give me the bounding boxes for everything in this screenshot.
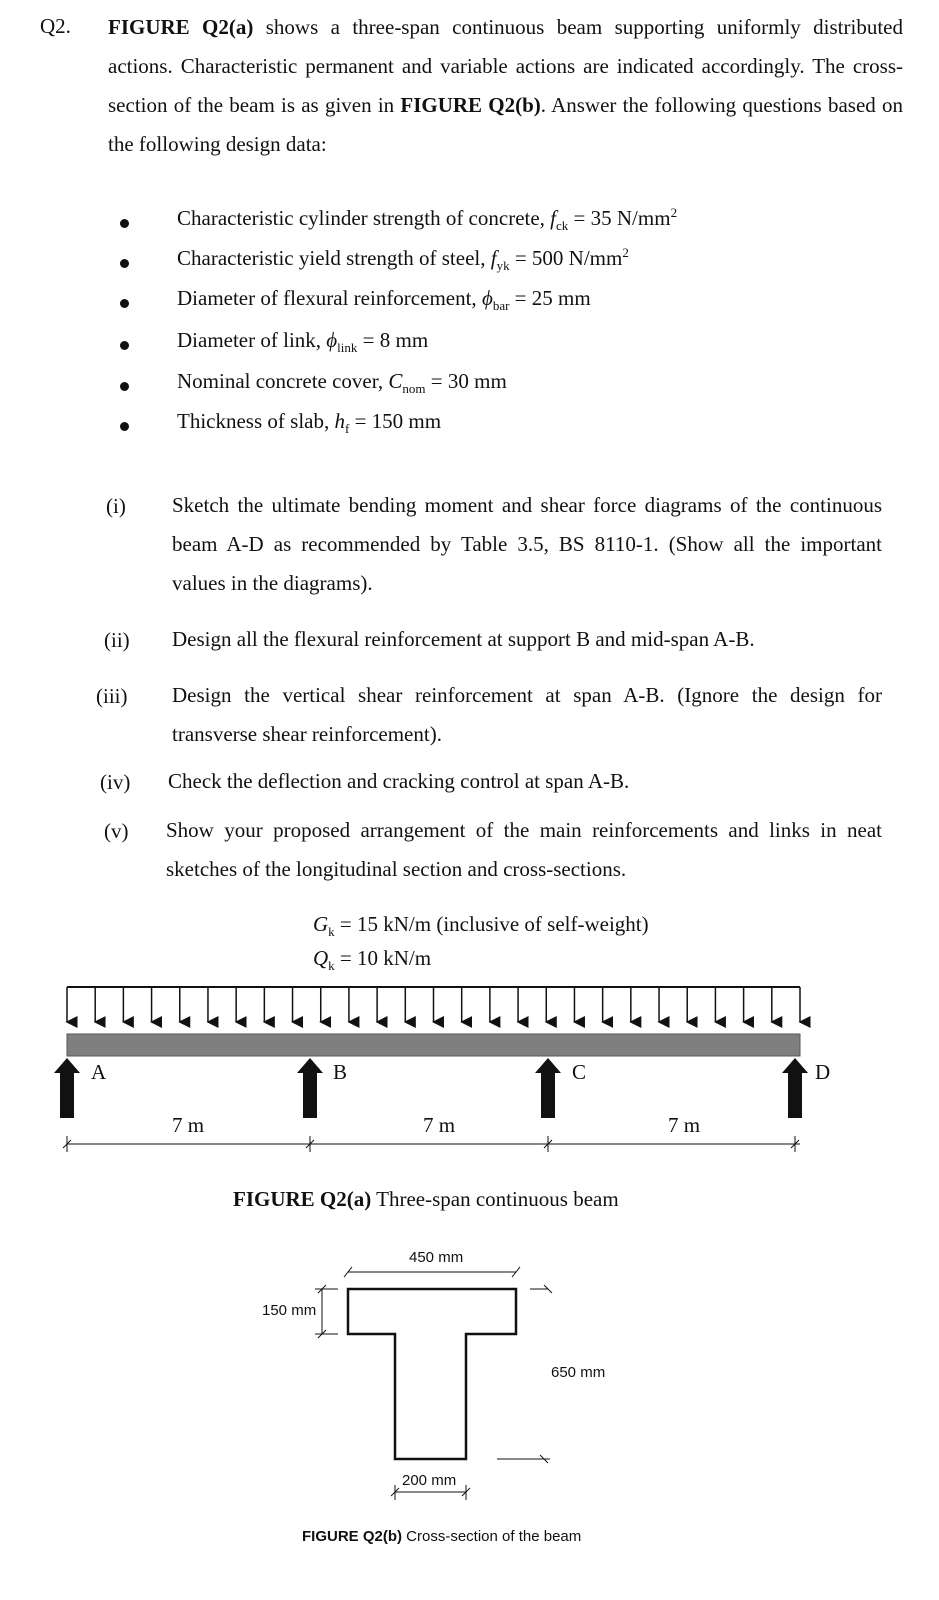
span-dimensions (63, 1136, 800, 1152)
part-text: Show your proposed arrangement of the main reinforcements and links in neat sketches of the longitudinal section and cross-sections. (166, 818, 882, 881)
support-arrow (297, 1058, 323, 1118)
part-text: Sketch the ultimate bending moment and shear force diagrams of the continuous beam A-D as recommended by Table 3.5, BS 8110-1. (Show all the important values in the diagrams). (172, 493, 882, 595)
intro-text-1: shows a three-span continuous beam supporting uniformly distributed actions. Characteristic permanent and variable actions are indicated accordingly. The cross-section of the beam is as given in (108, 15, 903, 117)
support-arrow (782, 1058, 808, 1118)
support-label-b: B (333, 1060, 348, 1084)
figure-ref-a: FIGURE Q2(a) (108, 15, 254, 39)
figure-b-caption: FIGURE Q2(b) Cross-section of the beam (302, 1528, 582, 1545)
distributed-load-arrows (67, 987, 800, 1022)
design-data-item: Nominal concrete cover, $C_{nom} = 30$ mm (177, 369, 507, 397)
permanent-load-label: $G_k = 15$ kN/m (inclusive of self-weight) (313, 912, 649, 940)
design-data-item: Characteristic yield strength of steel, $f_{yk} = 500$ $N/mm^2$ (177, 245, 629, 274)
span-label-cd: 7 m (668, 1113, 701, 1137)
part-label: (iv) (100, 770, 131, 794)
support-arrow (54, 1058, 80, 1118)
span-label-bc: 7 m (423, 1113, 456, 1137)
figure-ref-b: FIGURE Q2(b) (400, 93, 541, 117)
supports (54, 1058, 808, 1118)
support-arrow (535, 1058, 561, 1118)
part-label: (ii) (104, 628, 130, 652)
design-data-item: Diameter of flexural reinforcement, $\phi_{bar} = 25$ mm (177, 286, 591, 314)
variable-load-label: $Q_k = 10$ kN/m (313, 946, 432, 974)
design-data-item: Characteristic cylinder strength of concrete, $f_{ck} = 35$ $N/mm^2$ (177, 205, 678, 234)
span-label-ab: 7 m (172, 1113, 205, 1137)
part-text: Design the vertical shear reinforcement at span A-B. (Ignore the design for transverse shear reinforcement). (172, 683, 882, 746)
part-label: (v) (104, 819, 129, 843)
question-number: Q2. (40, 14, 71, 38)
support-label-a: A (91, 1060, 107, 1084)
flange-width-label: 450 mm (409, 1249, 464, 1266)
support-label-d: D (815, 1060, 831, 1084)
intro-text-2: . Answer the following questions based on the following design data: (108, 93, 903, 156)
figure-a-caption: FIGURE Q2(a) Three-span continuous beam (233, 1187, 619, 1211)
flange-thickness-label: 150 mm (262, 1302, 317, 1319)
part-text: Check the deflection and cracking control at span A-B. (168, 769, 630, 793)
t-section-outline (348, 1289, 516, 1459)
support-label-c: C (572, 1060, 587, 1084)
design-data-item: Thickness of slab, $h_f = 150$ mm (177, 409, 442, 437)
part-text: Design all the flexural reinforcement at support B and mid-span A-B. (172, 627, 755, 651)
design-data-item: Diameter of link, $\phi_{link} = 8$ mm (177, 328, 429, 356)
beam (67, 1034, 800, 1056)
part-label: (iii) (96, 684, 128, 708)
total-depth-label: 650 mm (551, 1364, 606, 1381)
part-label: (i) (106, 494, 126, 518)
web-width-label: 200 mm (402, 1472, 457, 1489)
